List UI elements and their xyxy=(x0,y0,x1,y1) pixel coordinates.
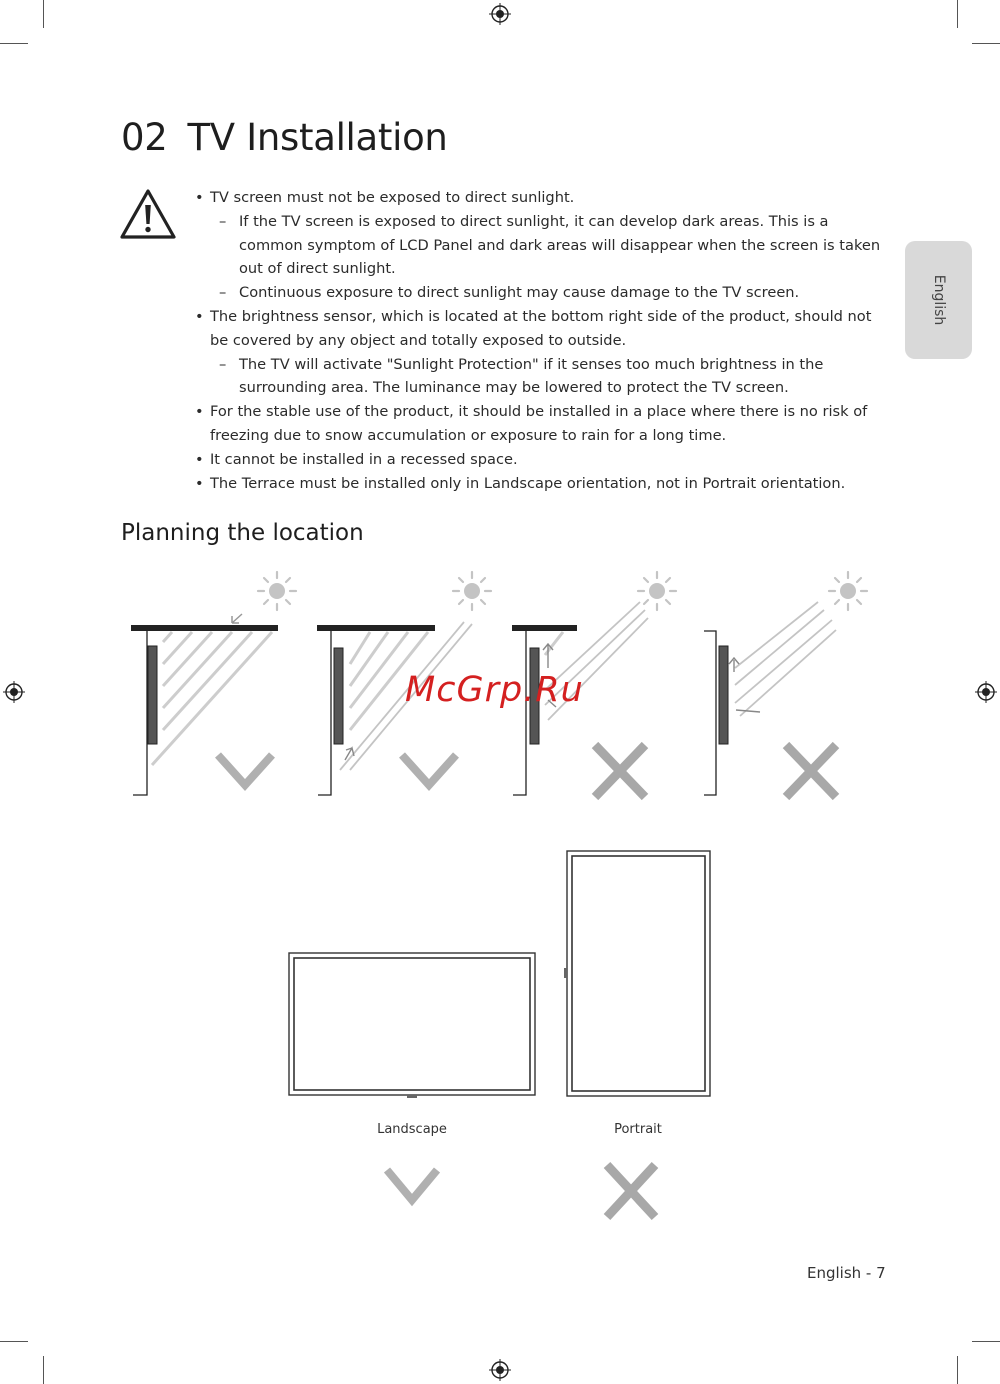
crop-mark xyxy=(957,0,958,28)
check-icon xyxy=(218,755,272,785)
sub-item: – The TV will activate "Sunlight Protection" if it senses too much brightness in the surrounding area. The luminance may be lowered to protect the TV screen. xyxy=(210,353,883,401)
bullet-item: • For the stable use of the product, it should be installed in a place where there is no risk of freezing due to snow accumulation or exposure to rain for a long time. xyxy=(193,400,883,448)
landscape-tv xyxy=(289,953,535,1098)
watermark: McGrp.Ru xyxy=(405,670,584,710)
bullet-item: • TV screen must not be exposed to direct sunlight. – If the TV screen is exposed to direct sunlight, it can develop dark areas. This is a common symptom of LCD Panel and dark areas will disappear when the screen is taken out of direct sunlight. – Continuous exposure to direct sunlight may cause damage to the TV screen. xyxy=(193,186,883,305)
page-number: English - 7 xyxy=(807,1264,886,1282)
crop-mark xyxy=(43,0,44,28)
warning-bullet-list xyxy=(193,186,883,495)
sun-icon xyxy=(258,572,296,610)
crop-mark xyxy=(957,1356,958,1384)
sub-list xyxy=(210,210,883,305)
portrait-label: Portrait xyxy=(614,1122,662,1137)
sun-icon xyxy=(453,572,491,610)
sun-icon xyxy=(638,572,676,610)
location-diagram-4 xyxy=(704,572,867,797)
chapter-title: TV Installation xyxy=(187,116,448,159)
check-icon xyxy=(387,1170,437,1200)
sub-list xyxy=(210,353,883,401)
sun-icon xyxy=(829,572,867,610)
x-icon xyxy=(786,745,836,797)
bullet-item: • It cannot be installed in a recessed space. xyxy=(193,448,883,472)
crop-mark xyxy=(972,43,1000,44)
bullet-item: • The Terrace must be installed only in Landscape orientation, not in Portrait orientation. xyxy=(193,472,883,496)
warning-triangle-icon xyxy=(119,188,177,240)
registration-mark-icon xyxy=(489,1359,511,1381)
language-tab xyxy=(905,241,972,359)
section-title: Planning the location xyxy=(121,520,364,546)
location-diagram-1 xyxy=(131,572,296,795)
chapter-number: 02 xyxy=(121,116,168,159)
page-title xyxy=(121,116,448,159)
orientation-diagrams xyxy=(0,840,1000,1240)
crop-mark xyxy=(43,1356,44,1384)
sub-item: – Continuous exposure to direct sunlight may cause damage to the TV screen. xyxy=(210,281,883,305)
portrait-tv xyxy=(564,851,710,1096)
x-icon xyxy=(595,745,645,797)
landscape-label: Landscape xyxy=(377,1122,447,1137)
language-tab-label: English xyxy=(930,274,947,326)
bullet-item: • The brightness sensor, which is located at the bottom right side of the product, should not be covered by any object and totally exposed to outside. – The TV will activate "Sunlight Protection" if it senses too much brightness in the surrounding area. The luminance may be lowered to protect the TV screen. xyxy=(193,305,883,400)
check-icon xyxy=(402,755,456,785)
x-icon xyxy=(607,1165,655,1217)
crop-mark xyxy=(0,43,28,44)
crop-mark xyxy=(972,1341,1000,1342)
sub-item: – If the TV screen is exposed to direct sunlight, it can develop dark areas. This is a common symptom of LCD Panel and dark areas will disappear when the screen is taken out of direct sunlight. xyxy=(210,210,883,281)
crop-mark xyxy=(0,1341,28,1342)
registration-mark-icon xyxy=(489,3,511,25)
